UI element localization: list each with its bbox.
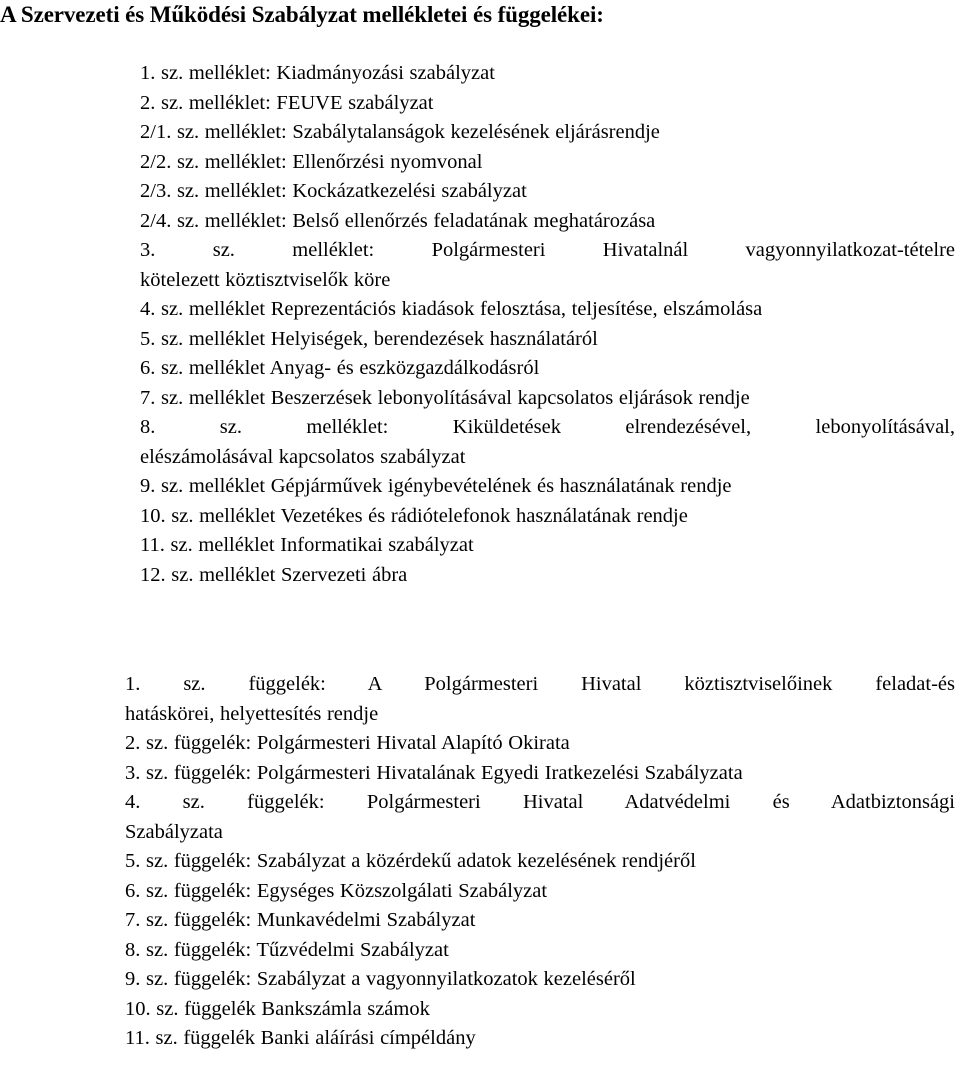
fuggelek-item <box>125 1024 955 1054</box>
fuggelek-item <box>125 729 955 759</box>
melleklet-item-text: 10. sz. melléklet Vezetékes és rádiótelefonok használatának rendje <box>140 504 688 527</box>
melleklet-item <box>140 177 955 207</box>
fuggelek-item <box>125 906 955 936</box>
melleklet-item <box>140 413 955 472</box>
fuggelek-item-text: 3. sz. függelék: Polgármesteri Hivatalának Egyedi Iratkezelési Szabályzata <box>125 761 743 784</box>
melleklet-item <box>140 354 955 384</box>
melleklet-item <box>140 325 955 355</box>
fuggelek-item-text: 11. sz. függelék Banki aláírási címpéldány <box>125 1027 476 1049</box>
melleklet-item <box>140 472 955 502</box>
fuggelek-item-text: 9. sz. függelék: Szabályzat a vagyonnyilatkozatok kezeléséről <box>125 968 636 990</box>
melleklet-item <box>140 59 955 89</box>
melleklet-item <box>140 236 955 295</box>
fuggelek-item-continuation: hatáskörei, helyettesítés rendje <box>125 702 379 725</box>
fuggelek-item <box>125 847 955 877</box>
fuggelek-item <box>125 877 955 907</box>
melleklet-item-continuation: elészámolásával kapcsolatos szabályzat <box>140 445 466 468</box>
fuggelek-item-text: 5. sz. függelék: Szabályzat a közérdekű adatok kezelésének rendjéről <box>125 850 696 872</box>
melleklet-item-text: 2/3. sz. melléklet: Kockázatkezelési szabályzat <box>140 180 527 202</box>
melleklet-item-text: 2. sz. melléklet: FEUVE szabályzat <box>140 91 434 114</box>
melleklet-item-text: 8. sz. melléklet: Kiküldetések elrendezésével, lebonyolításával, <box>140 416 955 438</box>
melleklet-item <box>140 89 955 119</box>
fuggelek-item <box>125 670 955 729</box>
fuggelek-item-text: 8. sz. függelék: Tűzvédelmi Szabályzat <box>125 938 449 961</box>
melleklet-item-text: 2/2. sz. melléklet: Ellenőrzési nyomvonal <box>140 150 483 173</box>
melleklet-item-continuation: kötelezett köztisztviselők köre <box>140 268 391 291</box>
melleklet-item-text: 2/4. sz. melléklet: Belső ellenőrzés feladatának meghatározása <box>140 209 656 232</box>
melleklet-item-text: 7. sz. melléklet Beszerzések lebonyolításával kapcsolatos eljárások rendje <box>140 386 750 409</box>
melleklet-item-text: 6. sz. melléklet Anyag- és eszközgazdálkodásról <box>140 357 540 379</box>
melleklet-item-text: 4. sz. melléklet Reprezentációs kiadások felosztása, teljesítése, elszámolása <box>140 298 763 320</box>
fuggelek-item-text: 7. sz. függelék: Munkavédelmi Szabályzat <box>125 909 476 931</box>
fuggelek-item-text: 2. sz. függelék: Polgármesteri Hivatal Alapító Okirata <box>125 732 570 754</box>
melleklet-item-text: 12. sz. melléklet Szervezeti ábra <box>140 563 408 586</box>
fuggelek-item-continuation: Szabályzata <box>125 820 223 843</box>
fuggelek-item <box>125 965 955 995</box>
fuggelek-item <box>125 759 955 789</box>
melleklet-item <box>140 561 955 591</box>
melleklet-item <box>140 502 955 532</box>
melleklet-item-text: 2/1. sz. melléklet: Szabálytalanságok kezelésének eljárásrendje <box>140 121 660 143</box>
fuggelek-item-text: 6. sz. függelék: Egységes Közszolgálati Szabályzat <box>125 879 548 902</box>
fuggelek-item-text: 10. sz. függelék Bankszámla számok <box>125 997 430 1020</box>
melleklet-item <box>140 531 955 561</box>
melleklet-item <box>140 295 955 325</box>
melleklet-item-text: 3. sz. melléklet: Polgármesteri Hivatalnál vagyonnyilatkozat-tételre <box>140 239 955 261</box>
melleklet-item <box>140 148 955 178</box>
fuggelek-item-text: 4. sz. függelék: Polgármesteri Hivatal Adatvédelmi és Adatbiztonsági <box>125 791 955 813</box>
fuggelek-item-text: 1. sz. függelék: A Polgármesteri Hivatal köztisztviselőinek feladat-és <box>125 673 955 695</box>
melleklet-item-text: 11. sz. melléklet Informatikai szabályzat <box>140 534 474 556</box>
melleklet-item-text: 1. sz. melléklet: Kiadmányozási szabályzat <box>140 62 495 84</box>
melleklet-item <box>140 384 955 414</box>
melleklet-item <box>140 207 955 237</box>
fuggelek-item <box>125 788 955 847</box>
melleklet-item-text: 5. sz. melléklet Helyiségek, berendezések használatáról <box>140 327 598 350</box>
fuggelek-item <box>125 995 955 1025</box>
fuggelek-item <box>125 936 955 966</box>
melleklet-item <box>140 118 955 148</box>
page-title: A Szervezeti és Működési Szabályzat mellékletei és függelékei: <box>0 2 604 27</box>
melleklet-item-text: 9. sz. melléklet Gépjárművek igénybevételének és használatának rendje <box>140 475 732 497</box>
